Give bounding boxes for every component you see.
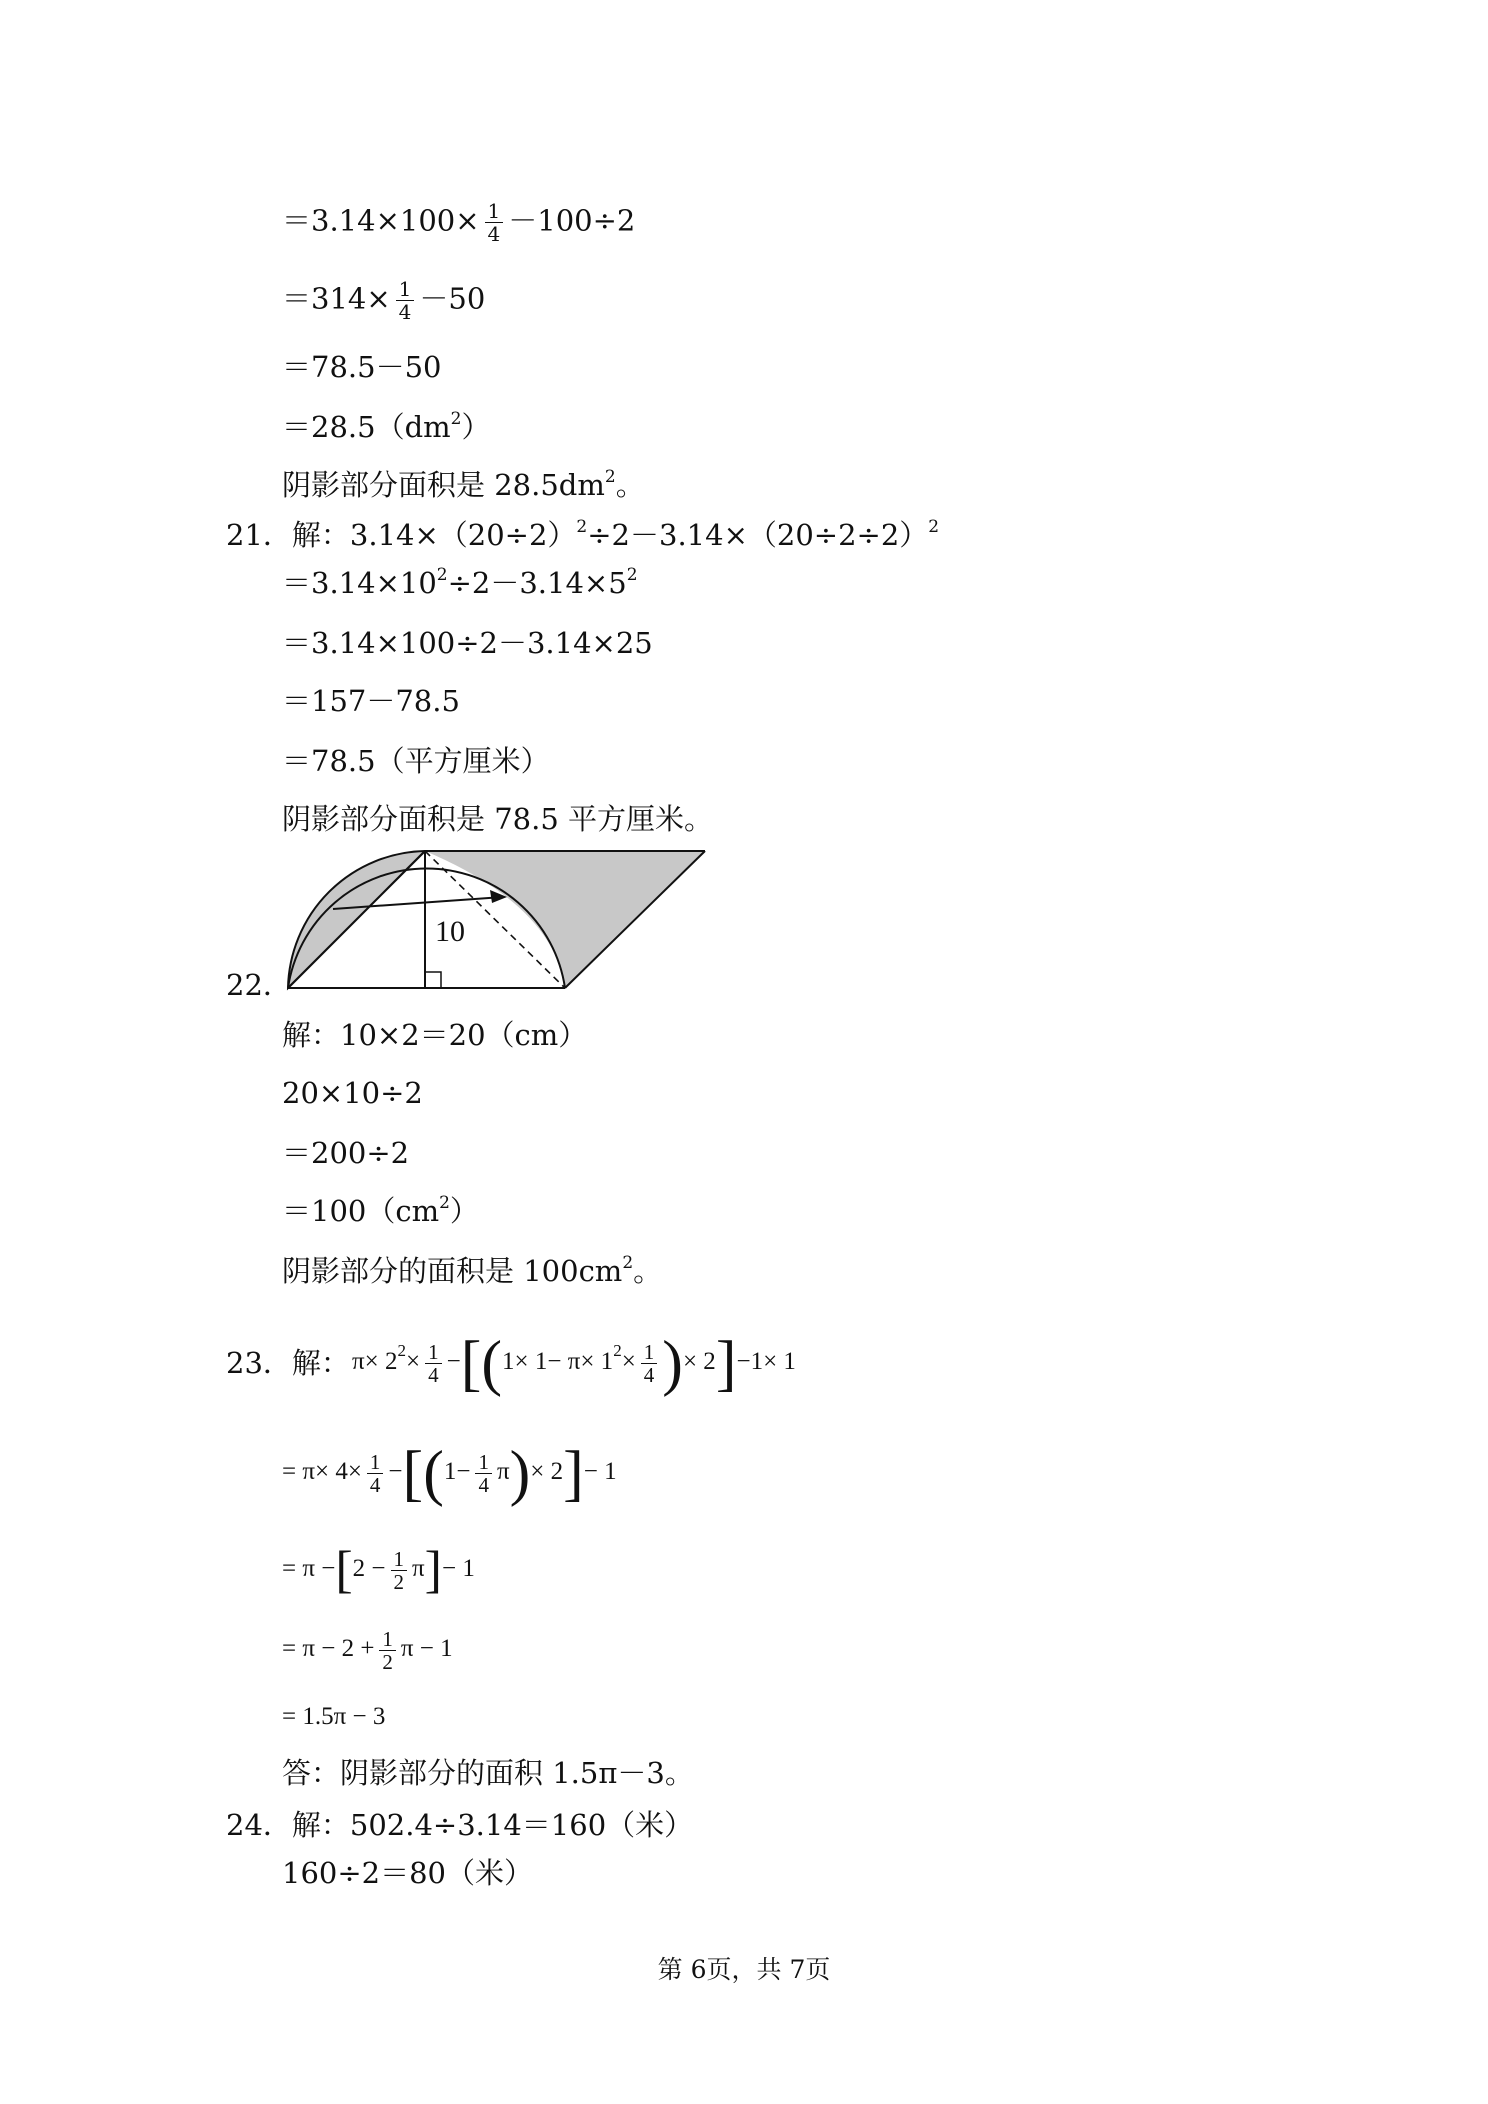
page-footer: 第 6页，共 7页 (657, 1955, 831, 1984)
right-bracket: ] (563, 1439, 584, 1508)
fraction-one-half: $\frac{1}{2}$ (379, 1628, 396, 1673)
q23-expr-1: $\pi\times 2^2\times$ $\frac{1}{4}$ $-[(1\times 1- \pi\times 1^2\times$ $\frac{1}{4}$ )× 2]−1× 1 (352, 1329, 796, 1398)
calc-line-3: ＝78.5－50 (282, 350, 442, 384)
height-label: 10 (435, 915, 465, 948)
fraction-one-half: $\frac{1}{2}$ (391, 1548, 408, 1593)
q22-answer: 阴影部分的面积是 $100cm^2$。 (282, 1253, 663, 1288)
q21-answer: 阴影部分面积是 78.5 平方厘米。 (282, 802, 714, 836)
q23-expr-3: = π −[2 − $\frac{1}{2}$ π]− 1 (282, 1541, 475, 1599)
calc-line-2 (282, 278, 485, 323)
q23-expr-5: = 1.5π − 3 (282, 1703, 386, 1730)
fraction-one-quarter: $\frac{1}{4}$ (396, 278, 415, 323)
q23-answer: 答：阴影部分的面积 1.5π－3。 (282, 1756, 694, 1790)
left-paren: ( (481, 1329, 503, 1398)
fraction-one-quarter: $\frac{1}{4}$ (485, 200, 504, 245)
right-paren: ) (662, 1329, 683, 1398)
q22-figure (285, 845, 715, 995)
q22-line-1: 解：10×2＝20（cm） (282, 1018, 588, 1052)
expr-text: －100÷2 (508, 203, 636, 238)
right-angle-mark (425, 972, 441, 988)
q22-number: 22． (226, 968, 292, 1002)
fraction-one-quarter: $\frac{1}{4}$ (641, 1341, 658, 1386)
q21-line-2: ＝3.14×100÷2－3.14×25 (282, 626, 653, 660)
fraction-one-quarter: $\frac{1}{4}$ (475, 1451, 492, 1496)
q21-line-4: ＝78.5（平方厘米） (282, 744, 550, 778)
q22-line-4: $=100(cm^2)$ (282, 1193, 479, 1228)
q24-line-1: 24．解：502.4÷3.14＝160（米） (226, 1808, 694, 1842)
right-paren: ) (509, 1439, 531, 1508)
q21-head: 21．解：$3.14\times(20\div 2)^2\div 2-3.14\times(20\div 2\div 2)^2$ (226, 517, 940, 552)
q23-expr-4: = π − 2 + $\frac{1}{2}$ π − 1 (282, 1626, 453, 1674)
right-bracket: ] (424, 1541, 442, 1599)
left-bracket: [ (402, 1439, 424, 1508)
q24-line-2: 160÷2＝80（米） (282, 1856, 534, 1890)
answer-line: 阴影部分面积是 $28.5dm^2$。 (282, 467, 645, 502)
shaded-parallelogram (425, 851, 705, 988)
calc-line-4: $=28.5(dm^2)$ (282, 409, 491, 444)
expr-text: ＝314× (282, 281, 391, 316)
right-bracket: ] (715, 1329, 737, 1398)
q23-head: 23．解： (226, 1346, 350, 1380)
calc-line-1 (282, 200, 635, 245)
expr-text: ＝3.14×100× (282, 203, 480, 238)
q23-expr-2: = π× 4× $\frac{1}{4}$ −[(1− $\frac{1}{4}$ π)× 2]− 1 (282, 1439, 617, 1508)
q22-line-3: ＝200÷2 (282, 1136, 410, 1170)
left-bracket: [ (460, 1329, 482, 1398)
q21-line-3: ＝157－78.5 (282, 684, 460, 718)
q22-line-2: 20×10÷2 (282, 1076, 423, 1110)
q21-line-1: $=3.14\times 10^2\div 2-3.14\times 5^2$ (282, 565, 638, 600)
fraction-one-quarter: $\frac{1}{4}$ (425, 1341, 442, 1386)
left-paren: ( (423, 1439, 444, 1508)
expr-text: －50 (419, 281, 486, 316)
fraction-one-quarter: $\frac{1}{4}$ (367, 1451, 384, 1496)
left-bracket: [ (335, 1541, 353, 1599)
